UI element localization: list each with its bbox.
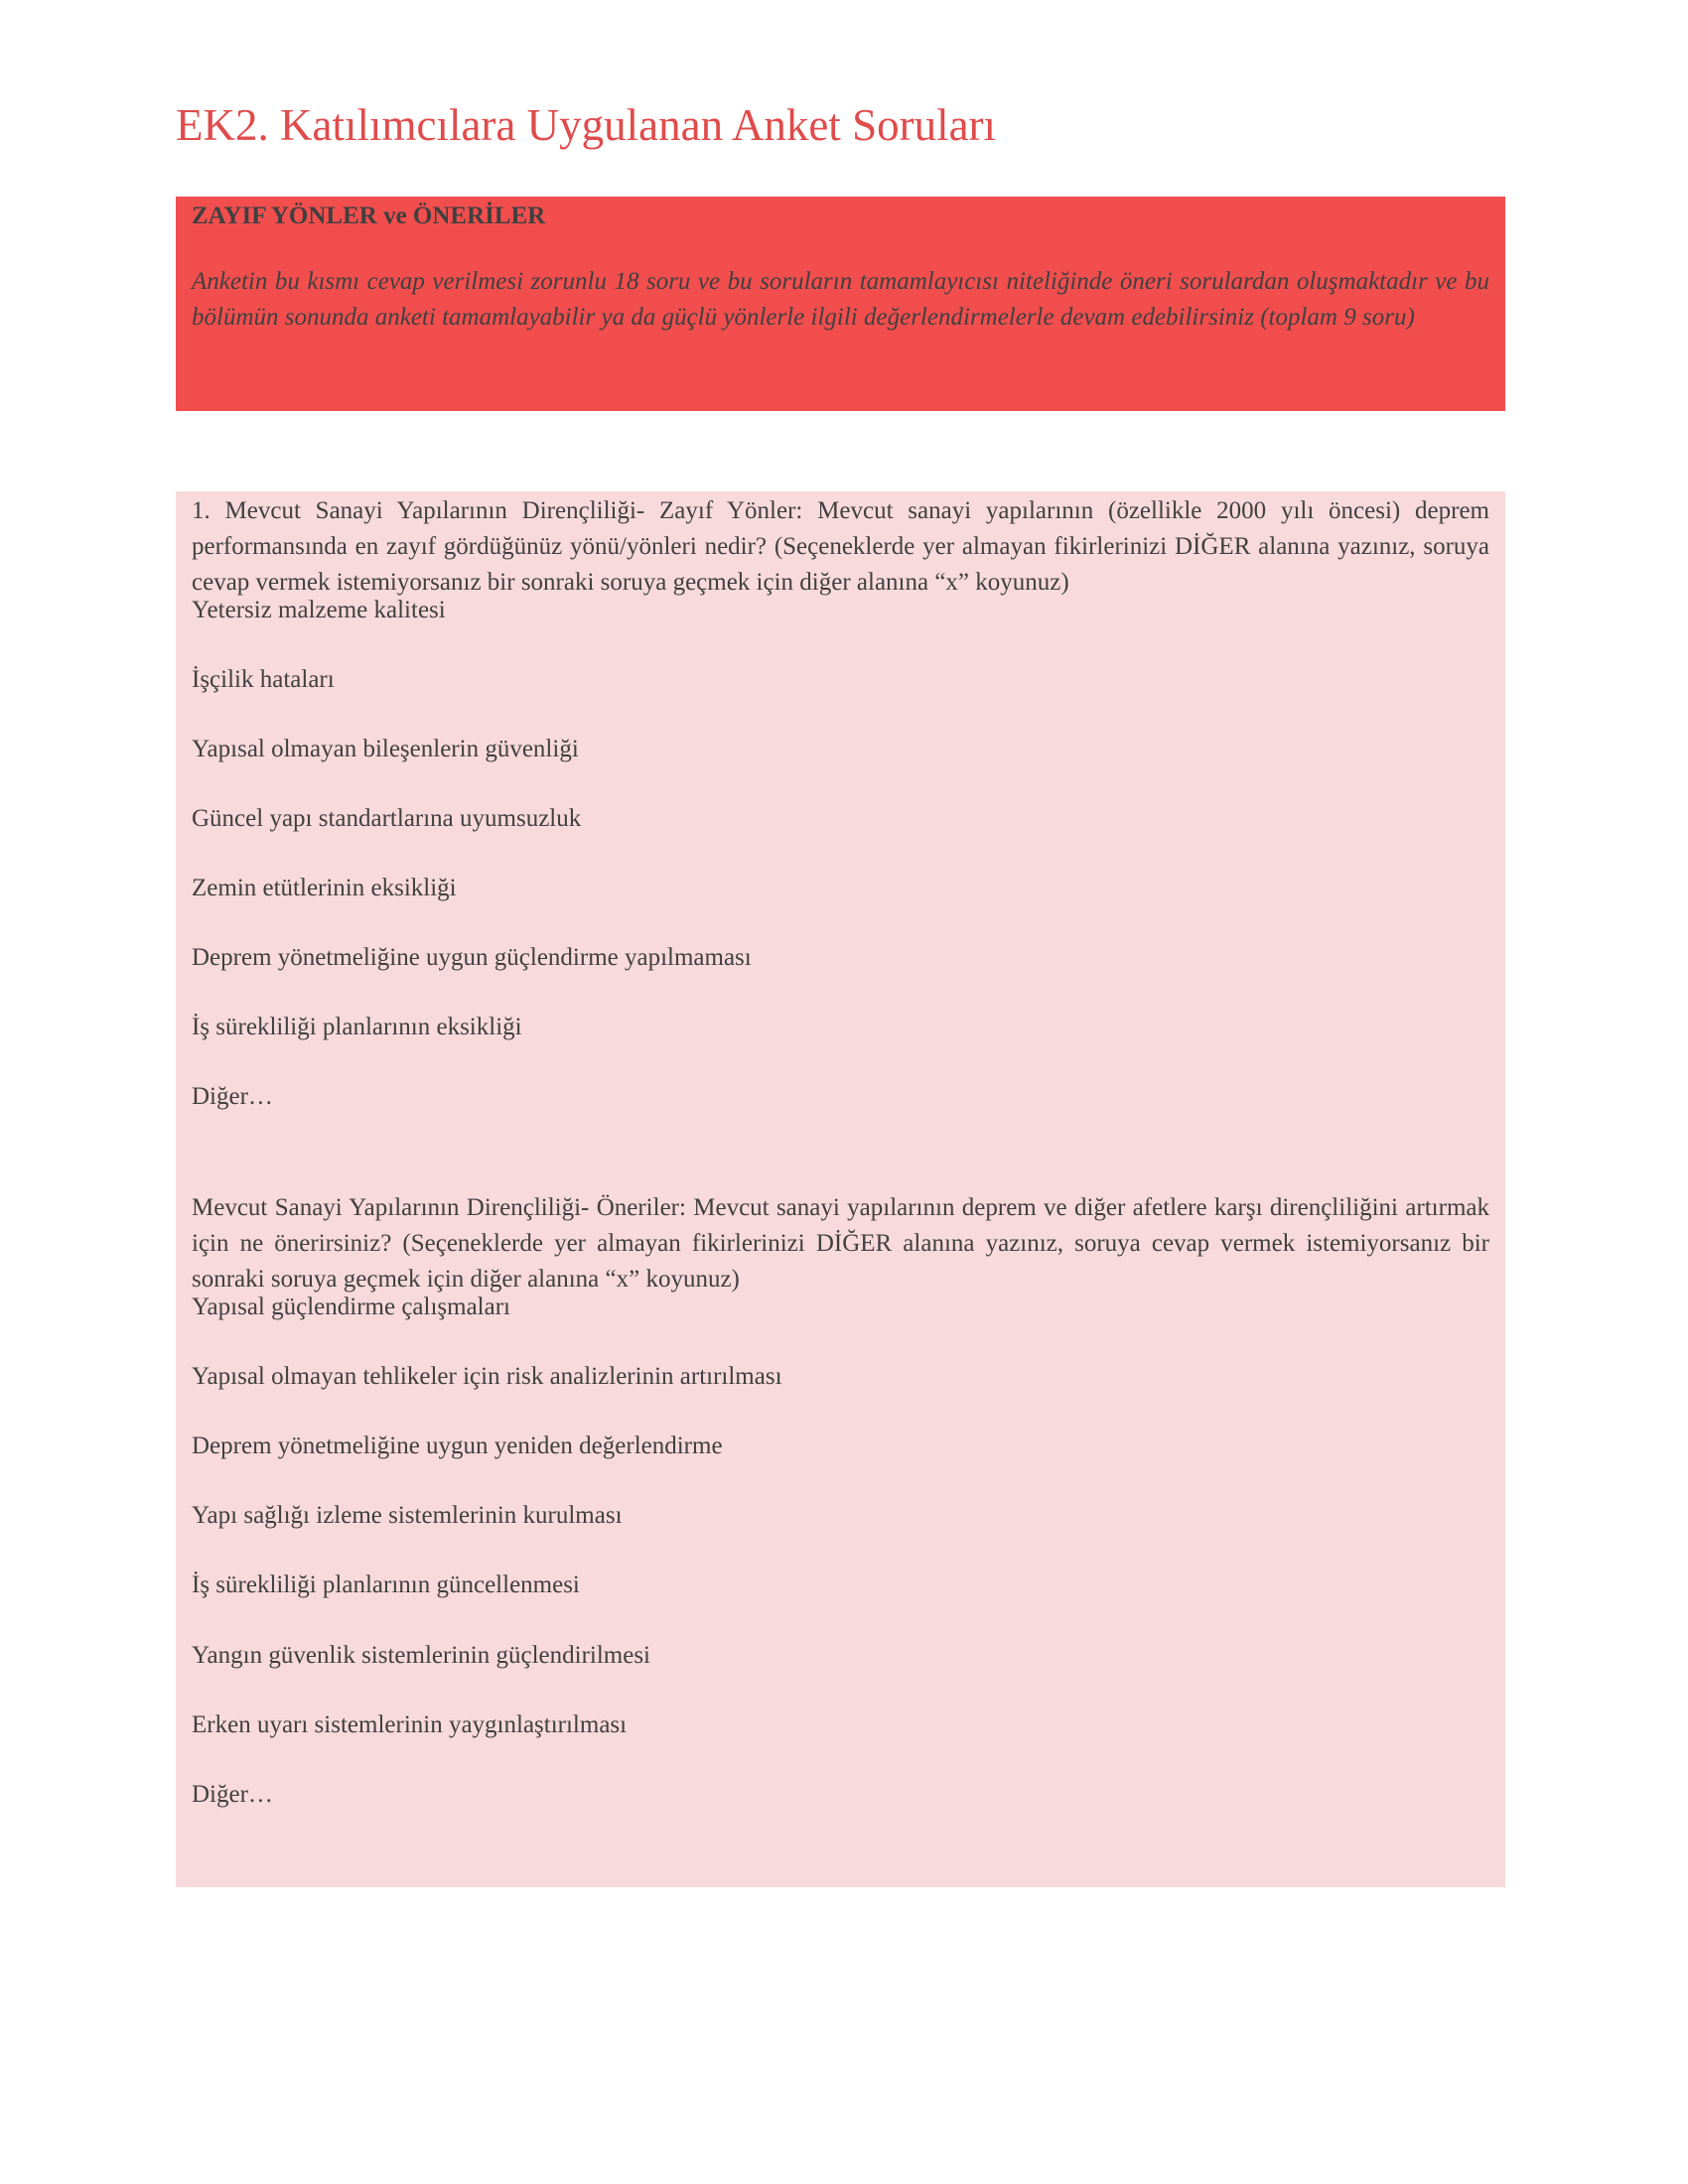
questions-section [176,491,1505,1887]
question-1-option-other: Diğer… [192,1083,273,1110]
question-2-text: Mevcut Sanayi Yapılarının Dirençliliği- Öneriler: Mevcut sanayi yapılarının deprem ve diğer afetlere karşı dirençliliğini artırmak için ne önerirsiniz? (Seçeneklerde yer almayan fikirlerinizi DİĞER alanına yazınız, soruya cevap vermek istemiyorsanız bir sonraki soruya geçmek için diğer alanına “x” koyunuz) [192,1194,1489,1293]
question-2-option: Deprem yönetmeliğine uygun yeniden değerlendirme [192,1433,723,1459]
question-1-option: Yapısal olmayan bileşenlerin güvenliği [192,736,579,762]
question-2-option: İş sürekliliği planlarının güncellenmesi [192,1571,580,1598]
section-heading: ZAYIF YÖNLER ve ÖNERİLER [192,203,546,229]
question-1-option: Zemin etütlerinin eksikliği [192,875,457,901]
section-intro-text: Anketin bu kısmı cevap verilmesi zorunlu 18 soru ve bu soruların tamamlayıcısı niteliğinde öneri sorulardan oluşmaktadır ve bu bölümün sonunda anketi tamamlayabilir ya da güçlü yönlerle ilgili değerlendirmelerle devam edebilirsiniz (toplam 9 soru) [192,268,1489,331]
intro-section [176,197,1505,411]
question-1-option: Deprem yönetmeliğine uygun güçlendirme yapılmaması [192,944,752,971]
question-1-option: İşçilik hataları [192,666,335,693]
question-2-option: Yapısal güçlendirme çalışmaları [192,1294,510,1320]
question-1-option: Yetersiz malzeme kalitesi [192,597,446,623]
question-1-option: Güncel yapı standartlarına uyumsuzluk [192,805,582,832]
question-2-option: Yapı sağlığı izleme sistemlerinin kurulması [192,1502,623,1529]
question-2-option: Yangın güvenlik sistemlerinin güçlendirilmesi [192,1642,650,1669]
question-1-text: 1. Mevcut Sanayi Yapılarının Dirençliliği- Zayıf Yönler: Mevcut sanayi yapılarının (özellikle 2000 yılı öncesi) deprem performansında en zayıf gördüğünüz yönü/yönleri nedir? (Seçeneklerde yer almayan fikirlerinizi DİĞER alanına yazınız, soruya cevap vermek istemiyorsanız bir sonraki soruya geçmek için diğer alanına “x” koyunuz) [192,497,1489,596]
question-2-option-other: Diğer… [192,1781,273,1808]
question-1-option: İş sürekliliği planlarının eksikliği [192,1014,522,1040]
page-title: EK2. Katılımcılara Uygulanan Anket Soruları [176,100,997,150]
question-2-option: Erken uyarı sistemlerinin yaygınlaştırılması [192,1711,628,1738]
question-2-option: Yapısal olmayan tehlikeler için risk analizlerinin artırılması [192,1363,782,1390]
